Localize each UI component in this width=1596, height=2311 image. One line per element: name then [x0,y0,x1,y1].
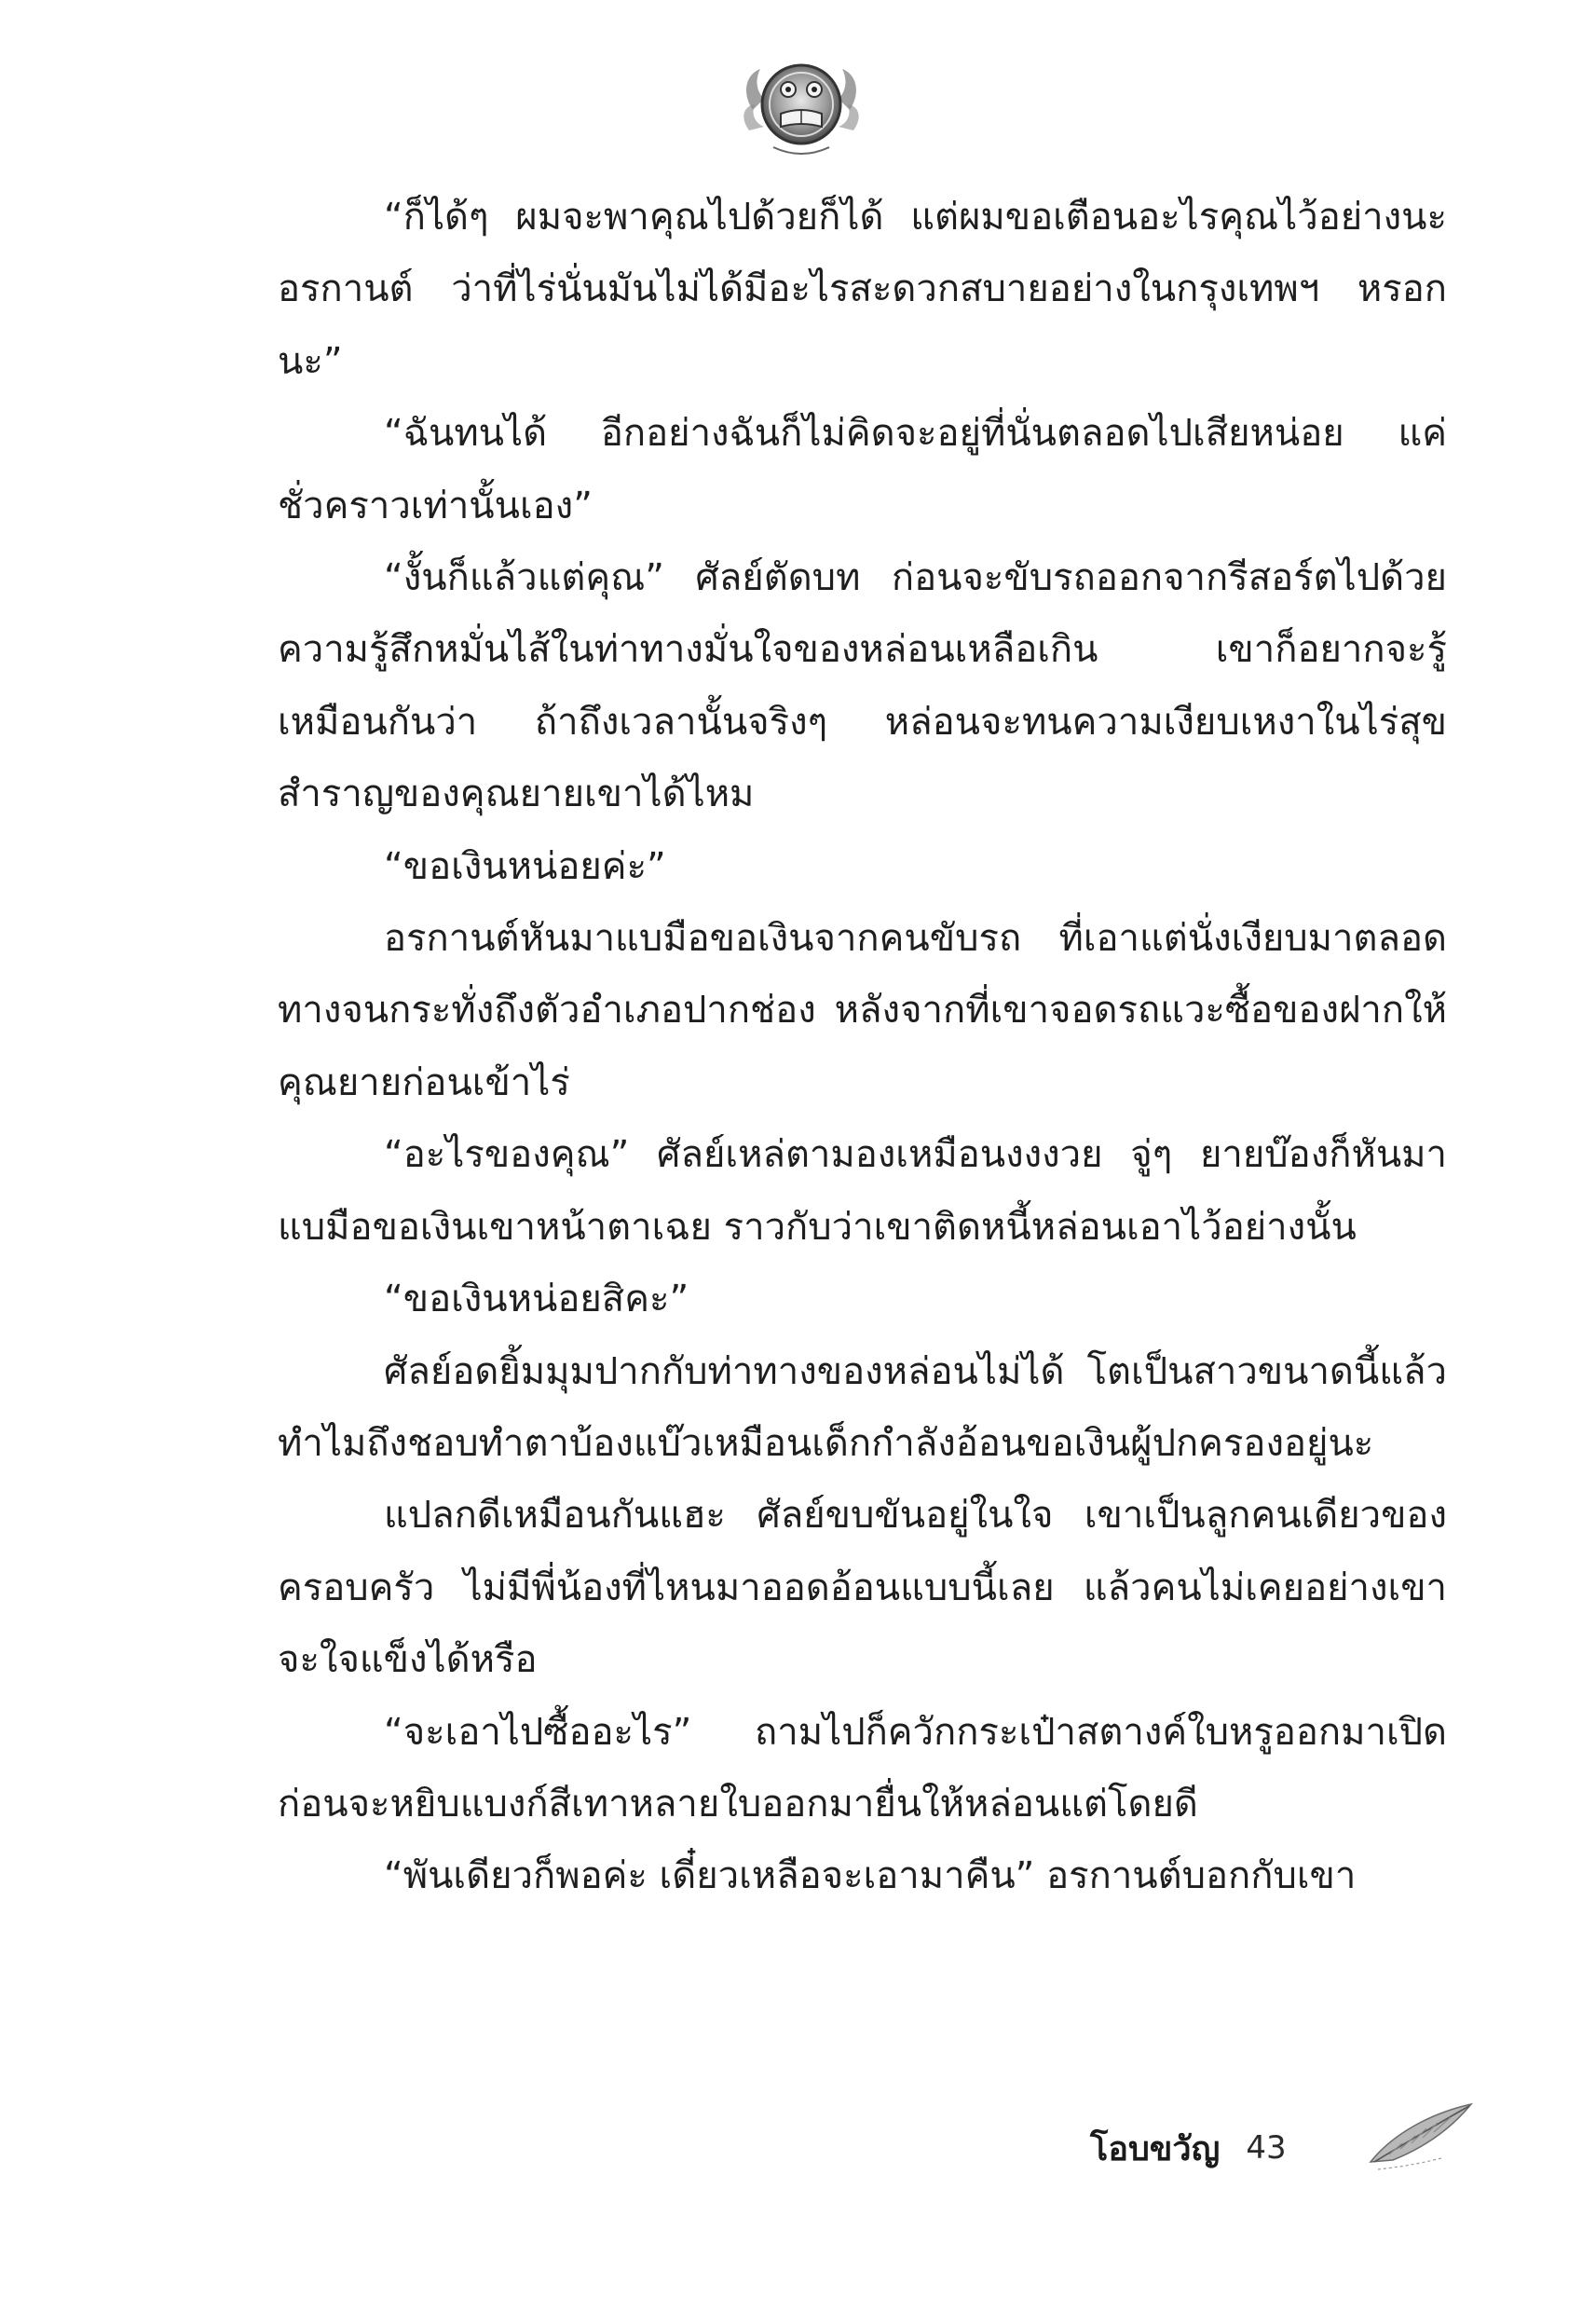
ornamental-crest-icon [736,37,866,168]
feather-quill-icon [1365,2097,1477,2181]
paragraph: “ขอเงินหน่อยค่ะ” [384,844,666,888]
paragraph: ศัลย์อดยิ้มมุมปากกับท่าทางของหล่อนไม่ได้ โตเป็นสาวขนาดนี้แล้วทำไมถึงชอบทำตาบ้องแบ๊วเหมือนเด็กกำลังอ้อนขอเงินผู้ปกครองอยู่นะ [278,1349,1447,1465]
paragraph: “ขอเงินหน่อยสิคะ” [384,1278,689,1321]
paragraph: อรกานต์หันมาแบมือขอเงินจากคนขับรถ ที่เอาแต่นั่งเงียบมาตลอดทางจนกระทั่งถึงตัวอำเภอปากช่อง หลังจากที่เขาจอดรถแวะซื้อของฝากให้คุณยายก่อนเข้าไร่ [278,917,1447,1104]
paragraph: “อะไรของคุณ” ศัลย์เหล่ตามองเหมือนงงงวย จู่ๆ ยายบ๊องก็หันมาแบมือขอเงินเขาหน้าตาเฉย ราวกับว่าเขาติดหนี้หล่อนเอาไว้อย่างนั้น [278,1133,1447,1249]
page-number: 43 [1246,2129,1287,2167]
page-footer [1090,2111,1287,2185]
paragraph: “งั้นก็แล้วแต่คุณ” ศัลย์ตัดบท ก่อนจะขับรถออกจากรีสอร์ตไปด้วยความรู้สึกหมั่นไส้ในท่าทางมั่นใจของหล่อนเหลือเกิน เขาก็อยากจะรู้เหมือนกันว่า ถ้าถึงเวลานั้นจริงๆ หล่อนจะทนความเงียบเหงาในไร่สุขสำราญของคุณยายเขาได้ไหม [278,556,1447,816]
paragraph: “ฉันทนได้ อีกอย่างฉันก็ไม่คิดจะอยู่ที่นั่นตลอดไปเสียหน่อย แค่ชั่วคราวเท่านั้นเอง” [278,412,1447,527]
paragraph: แปลกดีเหมือนกันแฮะ ศัลย์ขบขันอยู่ในใจ เขาเป็นลูกคนเดียวของครอบครัว ไม่มีพี่น้องที่ไหนมาออดอ้อนแบบนี้เลย แล้วคนไม่เคยอย่างเขาจะใจแข็งได้หรือ [278,1494,1447,1682]
book-title: โอบขวัญ [1090,2129,1221,2168]
paragraph: “จะเอาไปซื้ออะไร” ถามไปก็ควักกระเป๋าสตางค์ใบหรูออกมาเปิดก่อนจะหยิบแบงก์สีเทาหลายใบออกมายื่นให้หล่อนแต่โดยดี [278,1710,1447,1826]
paragraph: “พันเดียวก็พอค่ะ เดี๋ยวเหลือจะเอามาคืน” อรกานต์บอกกับเขา [384,1854,1357,1898]
paragraph: “ก็ได้ๆ ผมจะพาคุณไปด้วยก็ได้ แต่ผมขอเตือนอะไรคุณไว้อย่างนะอรกานต์ ว่าที่ไร่นั่นมันไม่ได้มีอะไรสะดวกสบายอย่างในกรุงเทพฯ หรอกนะ” [278,196,1447,383]
body-text [278,182,1447,1913]
